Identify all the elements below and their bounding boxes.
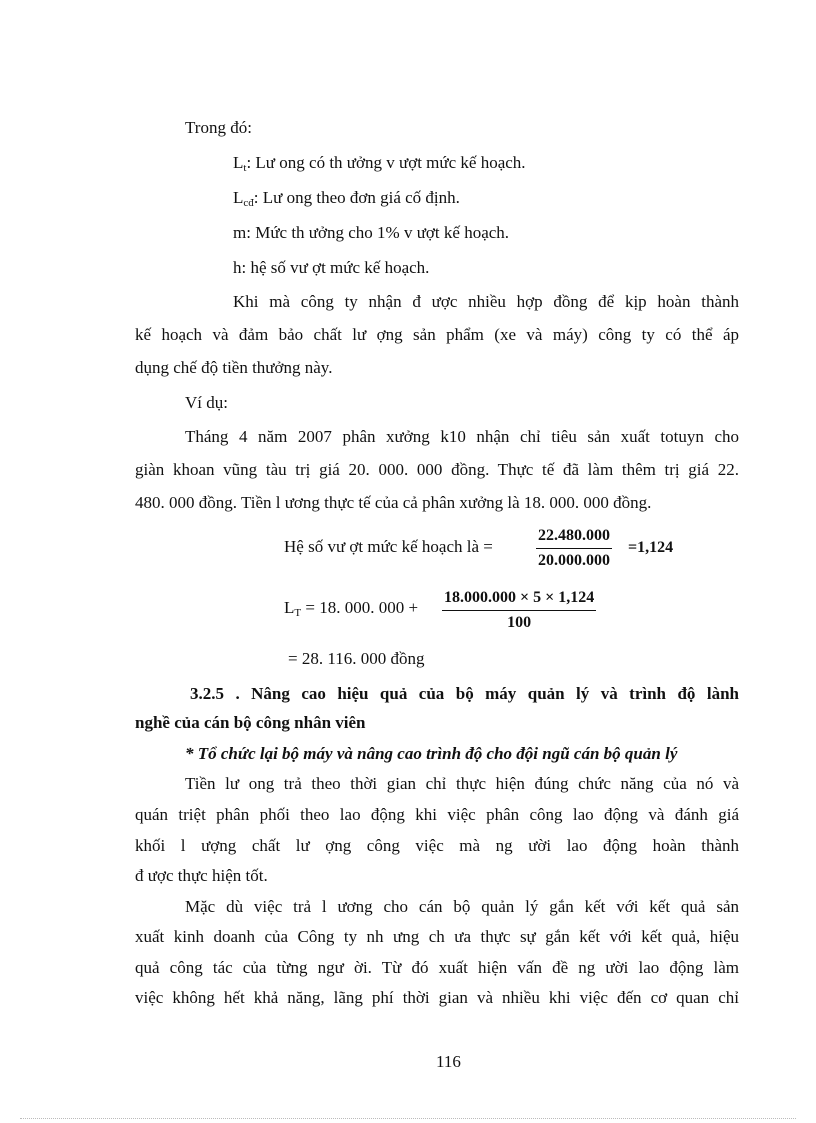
page-number: 116 [436,1052,461,1071]
para4-line-1: Mặc dù việc trả l ương cho cán bộ quản lý gắn kết với kết quả sản [185,897,739,916]
section-heading-line-2: nghề của cán bộ công nhân viên [135,713,366,732]
para3-line-4: đ ược thực hiện tốt. [135,866,268,885]
para2-line-1: Tháng 4 năm 2007 phân xưởng k10 nhận chỉ tiêu sản xuất totuyn cho [185,427,739,446]
para3-line-2: quán triệt phân phối theo lao động khi việc phân công lao động và đánh giá [135,805,739,824]
intro-text: Trong đó: [185,118,252,137]
formula2-numerator: 18.000.000 × 5 × 1,124 [442,589,596,611]
definition-h: h: hệ số vư ợt mức kế hoạch. [233,258,430,277]
para4-line-3: quả công tác của từng ngư ời. Từ đó xuất hiện vấn đề ng ười lao động làm [135,958,739,977]
formula2-denominator: 100 [507,614,532,631]
definition-m: m: Mức th ưởng cho 1% v ượt kế hoạch. [233,223,510,242]
para2-line-3: 480. 000 đồng. Tiền l ương thực tế của cả phân xưởng là 18. 000. 000 đồng. [135,493,652,512]
para3-line-1: Tiền lư ong trả theo thời gian chỉ thực hiện đúng chức năng của nó và [185,774,739,793]
formula2-lhs: $L_T = 18$. 000. 000 + [284,598,419,619]
definition-lt: $L_t$: Lư ong có th ưởng v ượt mức kế hoạch. [233,153,526,174]
section-heading-line-1: 3.2.5 . Nâng cao hiệu quả của bộ máy quản lý và trình độ lành [190,684,739,703]
formula3-result: = 28. 116. 000 đồng [288,649,425,668]
para4-line-2: xuất kinh doanh của Công ty nh ưng ch ưa thực sự gắn kết với kết quả, hiệu [135,927,739,946]
para1-line-1: Khi mà công ty nhận đ ược nhiều hợp đồng để kịp hoàn thành [233,292,739,311]
formula1-fraction [536,527,612,570]
formula1-label: Hệ số vư ợt mức kế hoạch là = [284,537,493,556]
para1-line-2: kế hoạch và đảm bảo chất lư ợng sản phẩm (xe và máy) công ty có thể áp [135,325,739,344]
formula1-result: =1,124 [628,539,674,556]
footer-divider [20,1118,796,1119]
para4-line-4: việc không hết khả năng, lãng phí thời gian và nhiều khi việc đến cơ quan chỉ [135,988,739,1007]
definition-lcd: $L_{cđ}$: Lư ong theo đơn giá cố định. [233,188,460,209]
formula1-denominator: 20.000.000 [538,552,610,569]
formula2-fraction [442,589,596,632]
para1-line-3: dụng chế độ tiền thưởng này. [135,358,333,377]
formula1-numerator: 22.480.000 [536,527,612,549]
sub-heading: * Tổ chức lại bộ máy và nâng cao trình độ cho đội ngũ cán bộ quản lý [185,744,678,763]
para3-line-3: khối l ượng chất lư ợng công việc mà ng ười lao động hoàn thành [135,836,739,855]
para2-line-2: giàn khoan vũng tàu trị giá 20. 000. 000 đồng. Thực tế đã làm thêm trị giá 22. [135,460,739,479]
example-label: Ví dụ: [185,393,228,412]
